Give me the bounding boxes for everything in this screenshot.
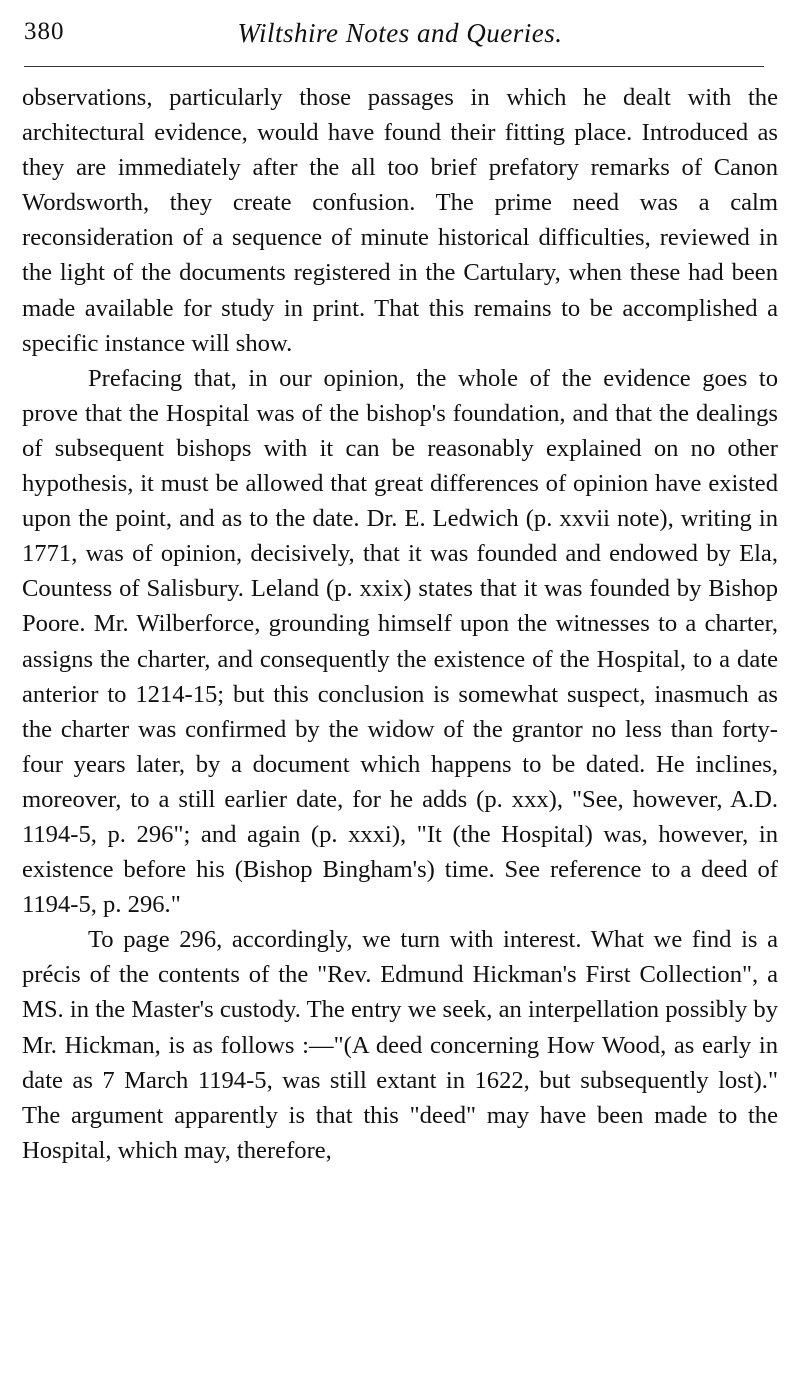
paragraph: Prefacing that, in our opinion, the whole of the evidence goes to prove that the Hospital was of the bishop's foundation, and that the dealings of subsequent bishops with it can be reasonably explained on no other hypothesis, it must be allowed that great differences of opinion have existed upon the point, and as to the date. Dr. E. Ledwich (p. xxvii note), writing in 1771, was of opinion, decisively, that it was founded and endowed by Ela, Countess of Salisbury. Leland (p. xxix) states that it was founded by Bishop Poore. Mr. Wilberforce, grounding himself upon the witnesses to a charter, assigns the charter, and consequently the existence of the Hospital, to a date anterior to 1214-15; but this conclusion is somewhat suspect, inasmuch as the charter was confirmed by the widow of the grantor no less than forty-four years later, by a document which happens to be dated. He inclines, moreover, to a still earlier date, for he adds (p. xxx), "See, however, A.D. 1194-5, p. 296"; and again (p. xxxi), "It (the Hospital) was, however, in existence before his (Bishop Bingham's) time. See reference to a deed of 1194-5, p. 296.": [22, 364, 778, 919]
header-rule: [24, 66, 764, 67]
paragraph: observations, particularly those passages in which he dealt with the architectural evidence, would have found their fitting place. Introduced as they are immediately after the all too brief prefatory remarks of Canon Wordsworth, they create confusion. The prime need was a calm reconsideration of a sequence of minute historical difficulties, reviewed in the light of the documents registered in the Cartulary, when these had been made available for study in print. That this remains to be accomplished a specific instance will show.: [22, 84, 778, 357]
running-title: Wiltshire Notes and Queries.: [237, 18, 563, 48]
body-text: [22, 80, 778, 1168]
page-number: 380: [24, 18, 65, 45]
running-head: [24, 18, 776, 54]
paragraph: To page 296, accordingly, we turn with interest. What we find is a précis of the contents of the "Rev. Edmund Hickman's First Collection", a MS. in the Master's custody. The entry we seek, an interpellation possibly by Mr. Hickman, is as follows :—"(A deed concerning How Wood, as early in date as 7 March 1194-5, was still extant in 1622, but subsequently lost)." The argument apparently is that this "deed" may have been made to the Hospital, which may, therefore,: [22, 926, 778, 1164]
